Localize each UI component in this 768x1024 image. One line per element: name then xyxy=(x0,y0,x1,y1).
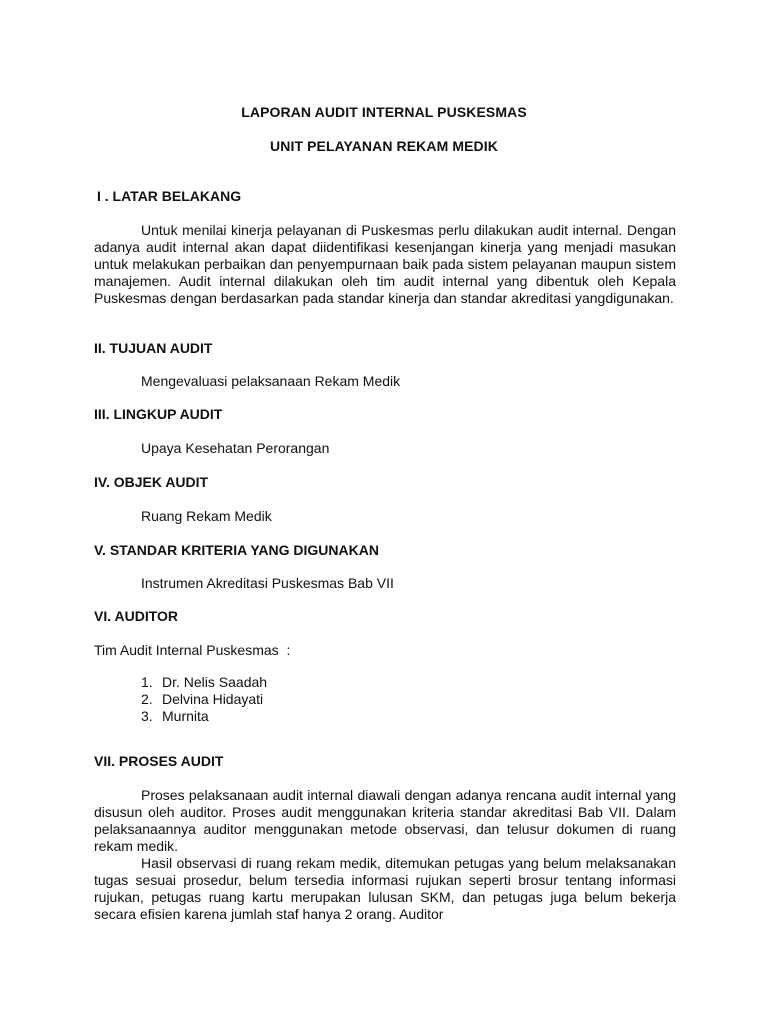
list-item-number: 3. xyxy=(141,708,153,724)
document-title: LAPORAN AUDIT INTERNAL PUSKESMAS xyxy=(241,104,527,120)
list-item-number: 2. xyxy=(141,691,153,707)
list-item xyxy=(141,674,267,691)
section-heading-proses: VII. PROSES AUDIT xyxy=(94,753,224,769)
paragraph-proses-1: Proses pelaksanaan audit internal diawali dengan adanya rencana audit internal yang disusun oleh auditor. Proses audit menggunakan kriteria standar akreditasi Bab VII. Dalam pelaksanaannya auditor menggunakan metode observasi, dan telusur dokumen di ruang rekam medik. xyxy=(94,787,676,854)
section-value-lingkup: Upaya Kesehatan Perorangan xyxy=(141,440,330,456)
auditor-intro: Tim Audit Internal Puskesmas : xyxy=(94,642,291,658)
document-subtitle: UNIT PELAYANAN REKAM MEDIK xyxy=(270,138,498,154)
section-heading-tujuan: II. TUJUAN AUDIT xyxy=(94,340,213,356)
section-value-objek: Ruang Rekam Medik xyxy=(141,508,272,524)
list-item xyxy=(141,708,267,725)
list-item-name: Delvina Hidayati xyxy=(162,691,264,707)
list-item-number: 1. xyxy=(141,674,153,690)
section-heading-lingkup: III. LINGKUP AUDIT xyxy=(94,406,223,422)
auditor-list xyxy=(141,674,267,725)
section-value-standar: Instrumen Akreditasi Puskesmas Bab VII xyxy=(141,575,394,591)
section-heading-objek: IV. OBJEK AUDIT xyxy=(94,474,209,490)
section-value-tujuan: Mengevaluasi pelaksanaan Rekam Medik xyxy=(141,373,401,389)
section-heading-auditor: VI. AUDITOR xyxy=(94,608,179,624)
section-body-latar-belakang xyxy=(94,222,676,307)
paragraph-latar-belakang: Untuk menilai kinerja pelayanan di Puskesmas perlu dilakukan audit internal. Dengan adanya audit internal akan dapat diidentifikasi kesenjangan kinerja yang menjadi masukan untuk melakukan perbaikan dan penyempurnaan baik pada sistem pelayanan maupun sistem manajemen. Audit internal dilakukan oleh tim audit internal yang dibentuk oleh Kepala Puskesmas dengan berdasarkan pada standar kinerja dan standar akreditasi yangdigunakan. xyxy=(94,222,676,306)
section-body-proses xyxy=(94,787,676,923)
list-item-name: Murnita xyxy=(162,708,209,724)
list-item-name: Dr. Nelis Saadah xyxy=(162,674,268,690)
section-heading-standar: V. STANDAR KRITERIA YANG DIGUNAKAN xyxy=(94,542,379,558)
section-heading-latar-belakang: I . LATAR BELAKANG xyxy=(97,188,242,204)
list-item xyxy=(141,691,267,708)
paragraph-proses-2: Hasil observasi di ruang rekam medik, ditemukan petugas yang belum melaksanakan tugas sesuai prosedur, belum tersedia informasi rujukan seperti brosur tentang informasi rujukan, petugas ruang kartu merupakan lulusan SKM, dan petugas juga belum bekerja secara efisien karena jumlah staf hanya 2 orang. Auditor xyxy=(94,855,676,922)
